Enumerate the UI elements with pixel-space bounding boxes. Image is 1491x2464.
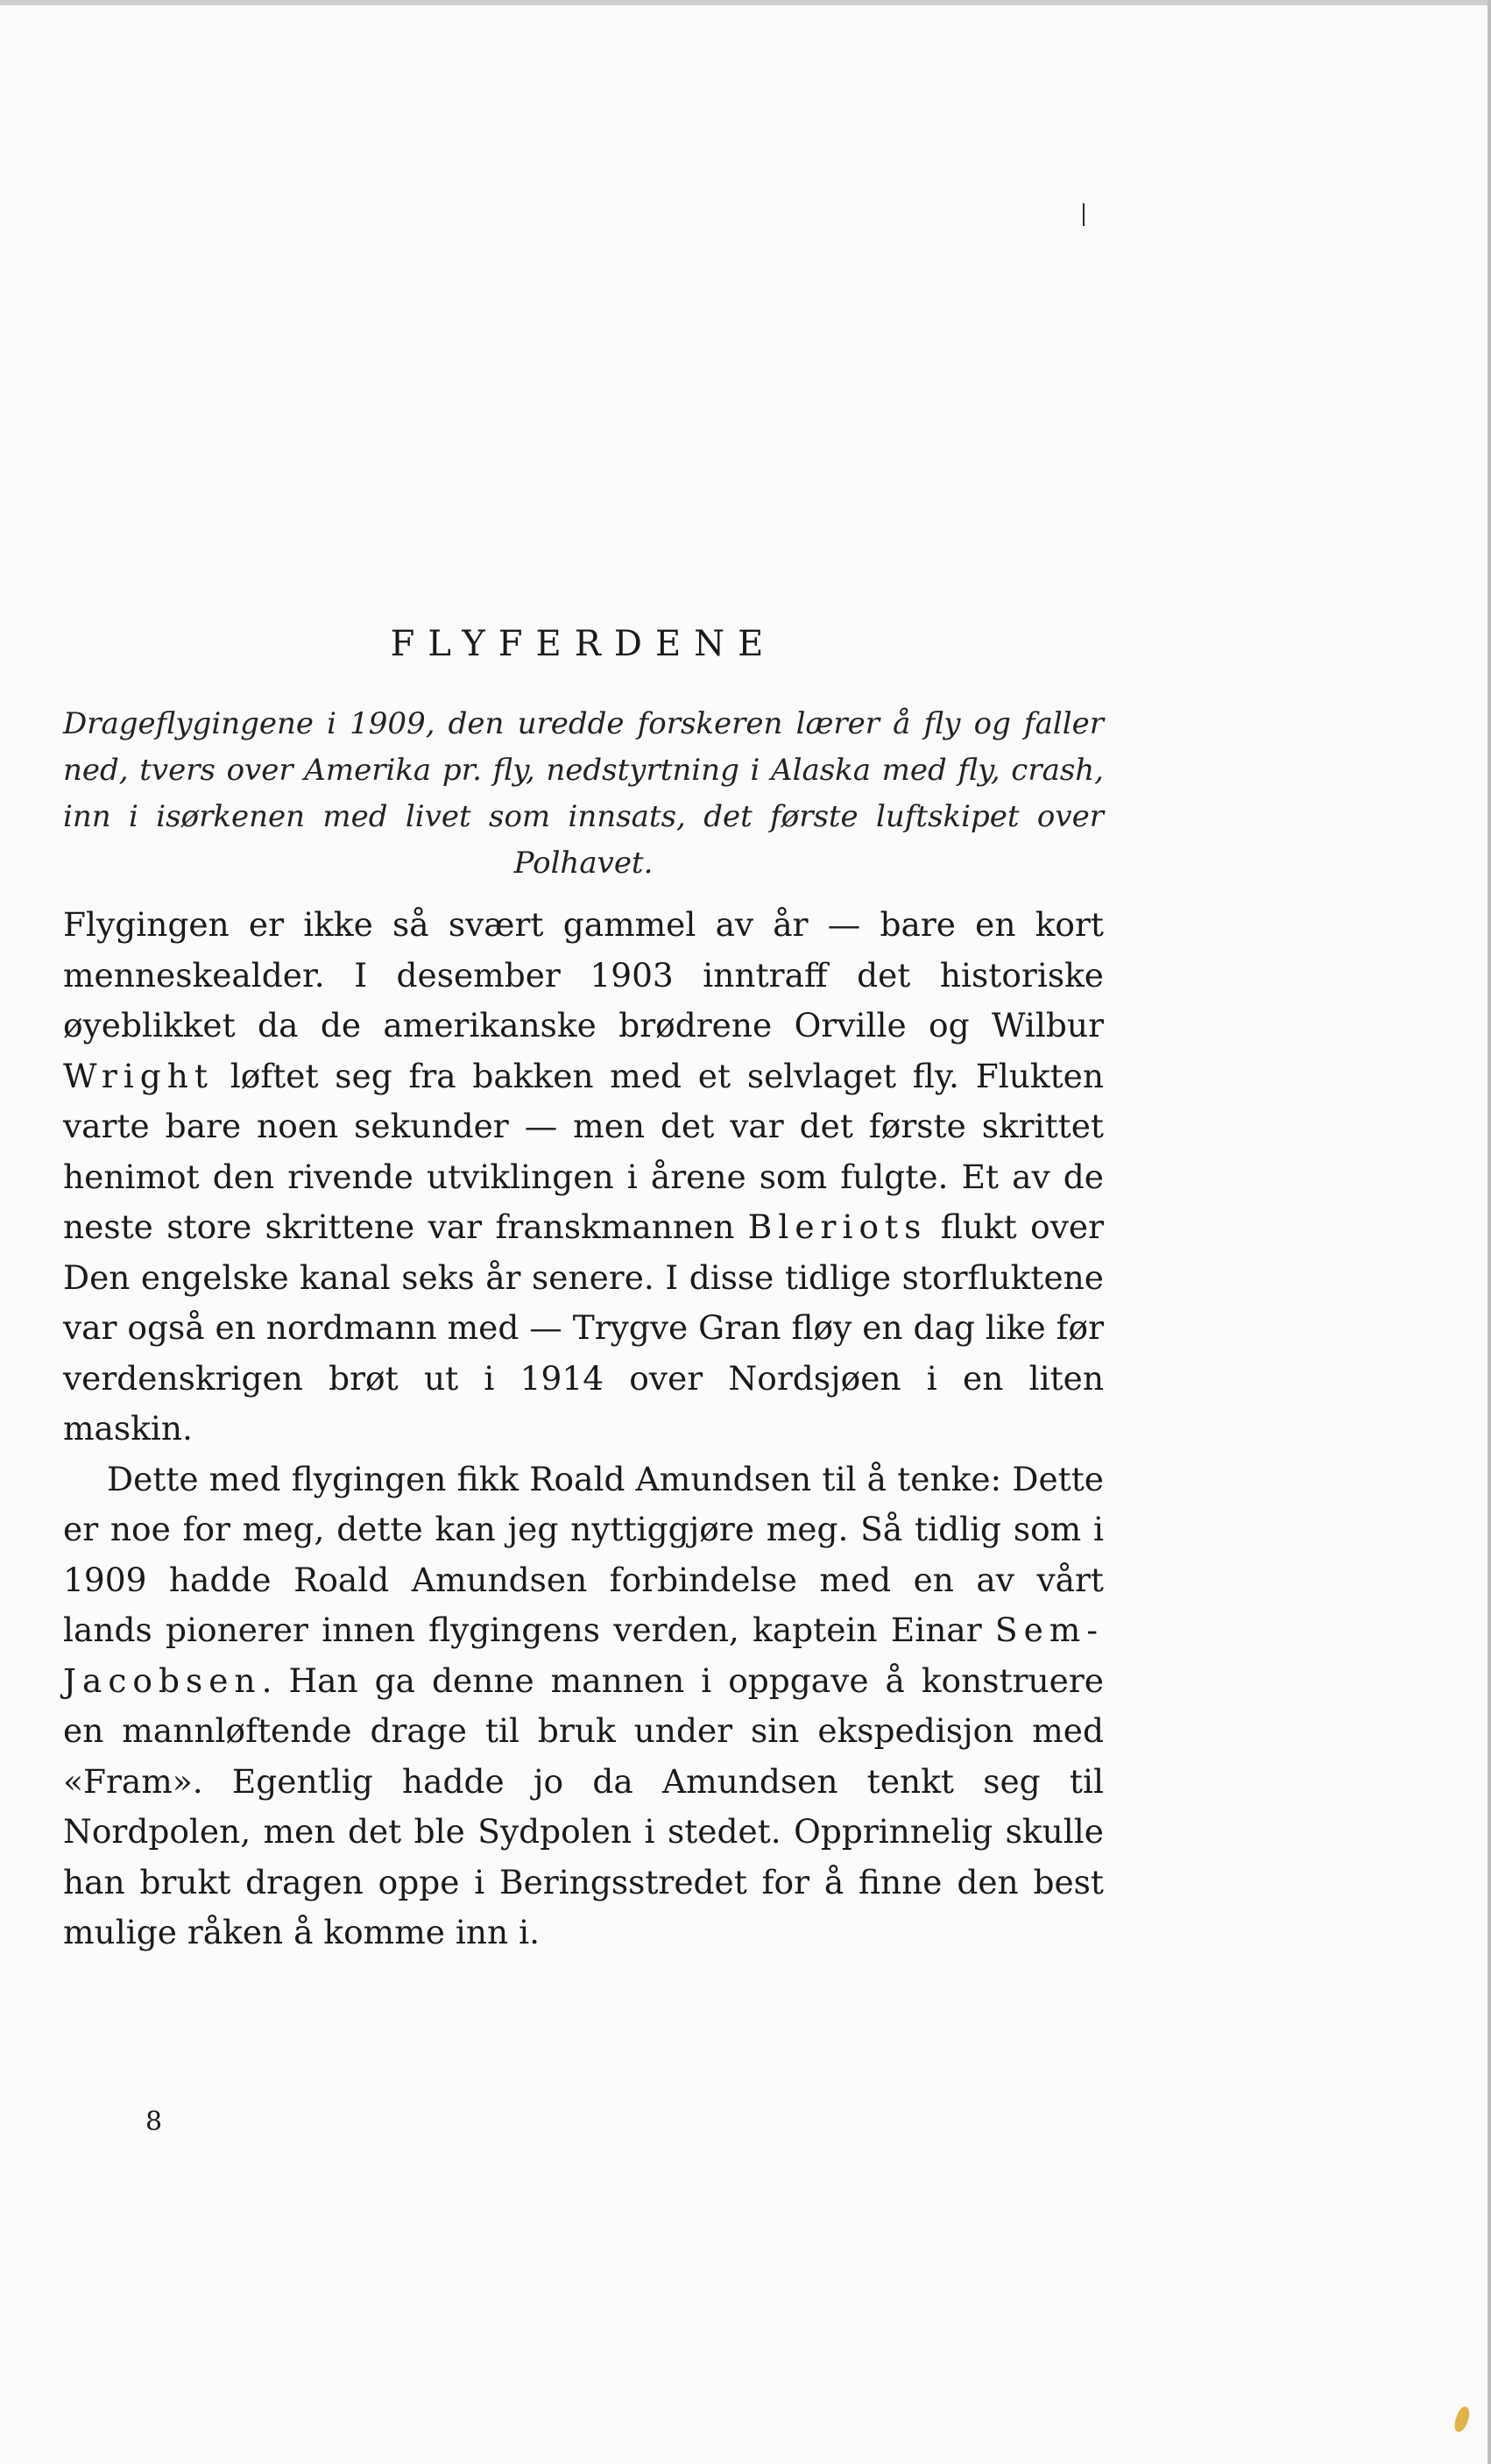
chapter-title: FLYFERDENE [390,624,777,664]
paragraph-text: Flygingen er ikke så svært gammel av år — bare en kort menneskealder. I desember 1903 inntraff det historiske øyeblikket da de amerikanske brødrene Orville og Wilbur [63,905,1104,1044]
scan-right-edge [1487,0,1491,2464]
paragraph [63,900,1104,1455]
paragraph-text: Dette med flygingen fikk Roald Amundsen til å tenke: Dette er noe for meg, dette kan jeg nyttiggjøre meg. Så tidlig som i 1909 hadde Roald Amundsen forbindelse med en av vårt lands pionerer innen flygingens verden, kaptein Einar [63,1459,1104,1649]
paragraph-text: flukt over Den engelske kanal seks år senere. I disse tidlige storfluktene var også en nordmann med — Trygve Gran fløy en dag like før verdenskrigen brøt ut i 1914 over Nordsjøen i en liten maskin. [63,1207,1104,1448]
paragraph [63,1455,1104,1958]
spaced-name: Bleriots [747,1207,928,1246]
chapter-summary: Drageflygingene i 1909, den uredde forskeren lærer å fly og faller ned, tvers over Amerika pr. fly, nedstyrtning i Alaska med fly, crash, inn i isørkenen med livet som innsats, det første luftskipet over Polhavet. [63,706,1104,881]
book-page [63,0,1104,2464]
spaced-name: Sem-Jacobsen [63,1611,1104,1700]
spaced-name: Wright [63,1056,215,1095]
paragraph-text: løftet seg fra bakken med et selvlaget fly. Flukten varte bare noen sekunder — men det var det første skrittet henimot den rivende utviklingen i årene som fulgte. Et av de neste store skrittene var franskmannen [63,1056,1104,1246]
page-number: 8 [145,2106,163,2137]
scan-stain [1452,2405,1472,2434]
paragraph-text: . Han ga denne mannen i oppgave å konstruere en mannløftende drage til bruk under sin ekspedisjon med «Fram». Egentlig hadde jo da Amundsen tenkt seg til Nordpolen, men det ble Sydpolen i stedet. Opprinnelig skulle han brukt dragen oppe i Beringsstredet for å finne den best mulige råken å komme inn i. [63,1660,1104,1951]
chapter-body [63,900,1104,1958]
